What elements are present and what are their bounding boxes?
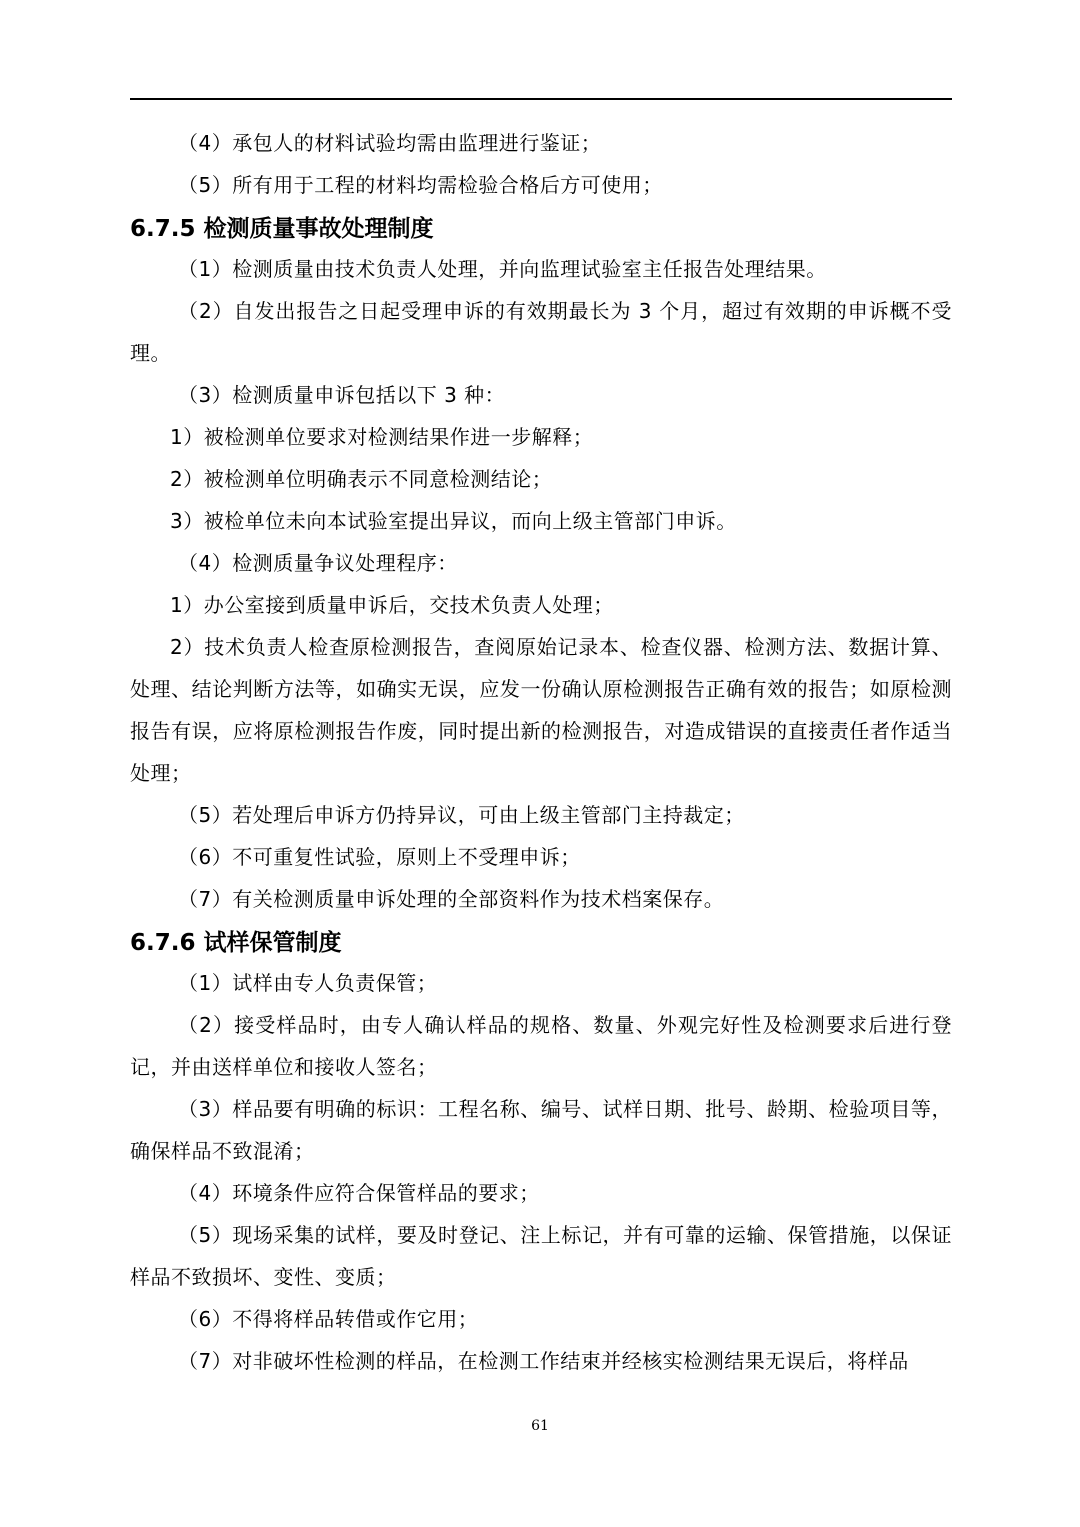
paragraph: （5）现场采集的试样，要及时登记、注上标记，并有可靠的运输、保管措施，以保证样品不致损坏、变性、变质； [130,1223,952,1289]
paragraph: （3）样品要有明确的标识：工程名称、编号、试样日期、批号、龄期、检验项目等，确保样品不致混淆； [130,1097,952,1163]
section-heading: 6.7.5 检测质量事故处理制度 [130,216,434,242]
paragraph: 1）办公室接到质量申诉后，交技术负责人处理； [170,593,614,617]
paragraph: （1）检测质量由技术负责人处理，并向监理试验室主任报告处理结果。 [178,257,827,281]
paragraph: （5）若处理后申诉方仍持异议，可由上级主管部门主持裁定； [178,803,745,827]
paragraph: （6）不可重复性试验，原则上不受理申诉； [178,845,581,869]
paragraph: 2）被检测单位明确表示不同意检测结论； [170,467,553,491]
paragraph: （4）检测质量争议处理程序： [178,551,458,575]
paragraph: 1）被检测单位要求对检测结果作进一步解释； [170,425,594,449]
paragraph: （4）承包人的材料试验均需由监理进行鉴证； [178,131,602,155]
paragraph: （3）检测质量申诉包括以下 3 种： [178,383,506,407]
page-number: 61 [531,1418,549,1434]
paragraph: （2）接受样品时，由专人确认样品的规格、数量、外观完好性及检测要求后进行登记，并由送样单位和接收人签名； [130,1013,952,1079]
paragraph: （7）有关检测质量申诉处理的全部资料作为技术档案保存。 [178,887,725,911]
section-heading: 6.7.6 试样保管制度 [130,930,342,956]
paragraph: （2）自发出报告之日起受理申诉的有效期最长为 3 个月，超过有效期的申诉概不受理。 [130,299,952,365]
paragraph: （6）不得将样品转借或作它用； [178,1307,479,1331]
paragraph: （4）环境条件应符合保管样品的要求； [178,1181,540,1205]
paragraph: 2）技术负责人检查原检测报告，查阅原始记录本、检查仪器、检测方法、数据计算、处理、结论判断方法等，如确实无误，应发一份确认原检测报告正确有效的报告；如原检测报告有误，应将原检测报告作废，同时提出新的检测报告，对造成错误的直接责任者作适当处理； [130,635,952,785]
paragraph: （5）所有用于工程的材料均需检验合格后方可使用； [178,173,663,197]
paragraph: （1）试样由专人负责保管； [178,971,438,995]
document-body [130,122,952,1382]
paragraph: （7）对非破坏性检测的样品，在检测工作结束并经核实检测结果无误后，将样品 [178,1349,909,1373]
paragraph: 3）被检单位未向本试验室提出异议，而向上级主管部门申诉。 [170,509,737,533]
header-rule [130,98,952,100]
